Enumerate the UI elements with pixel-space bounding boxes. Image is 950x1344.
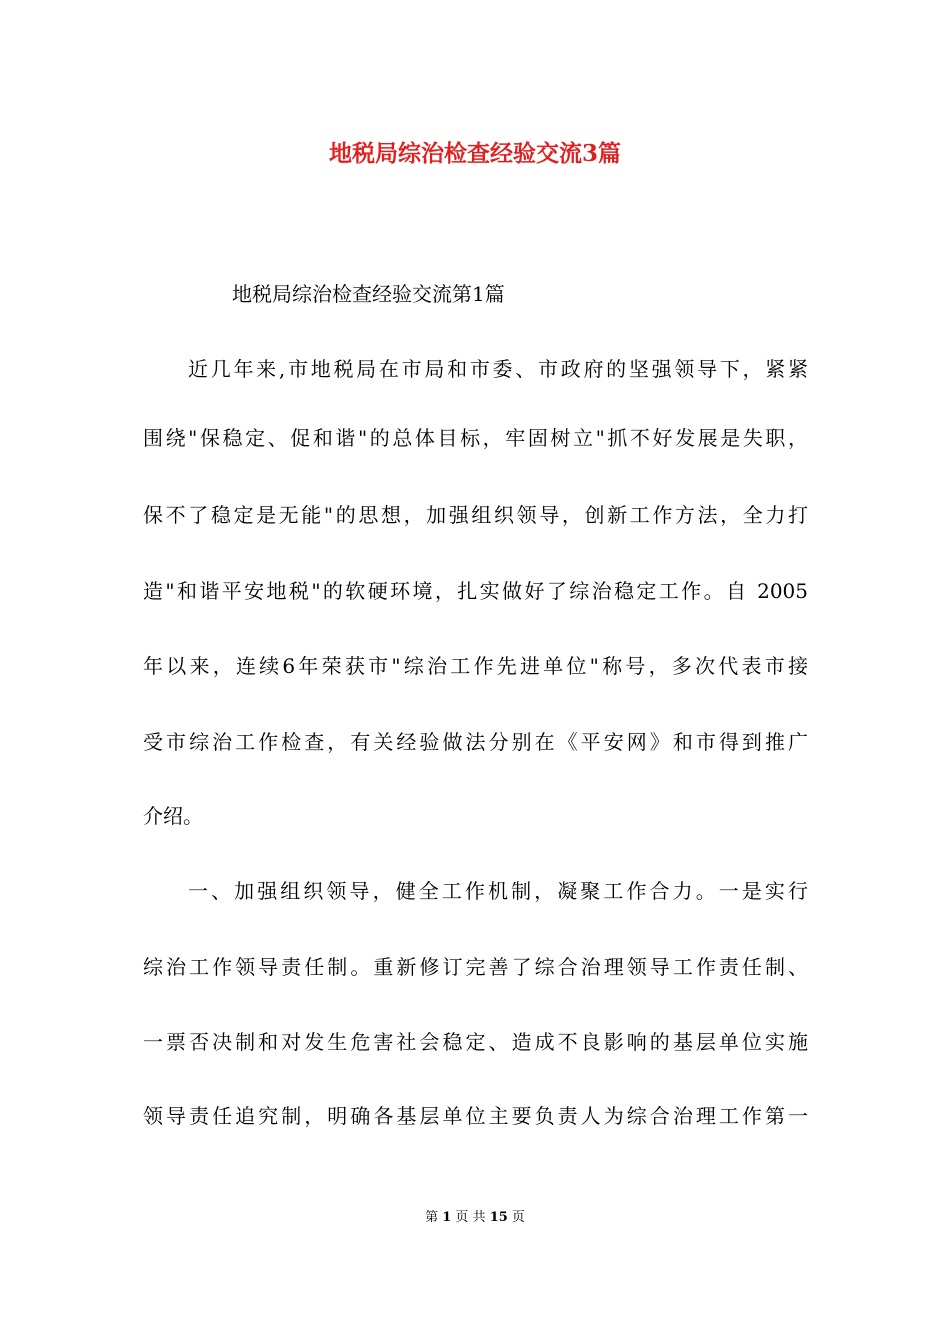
footer-middle: 页 共 <box>455 1210 486 1225</box>
paragraph-1-line-3: 保不了稳定是无能"的思想，加强组织领导，创新工作方法，全力打 <box>143 503 808 527</box>
paragraph-2-line-3: 一票否决制和对发生危害社会稳定、造成不良影响的基层单位实施 <box>143 1030 808 1054</box>
page-footer <box>0 1208 950 1228</box>
footer-prefix: 第 <box>425 1210 439 1225</box>
paragraph-2-line-2: 综治工作领导责任制。重新修订完善了综合治理领导工作责任制、 <box>143 955 808 979</box>
paragraph-1-line-6: 受市综治工作检查，有关经验做法分别在《平安网》和市得到推广 <box>143 730 808 754</box>
paragraph-1-line-1: 近几年来,市地税局在市局和市委、市政府的坚强领导下，紧紧 <box>188 357 808 381</box>
paragraph-2-line-4: 领导责任追究制，明确各基层单位主要负责人为综合治理工作第一 <box>143 1104 808 1128</box>
footer-total-pages: 15 <box>489 1210 508 1225</box>
paragraph-1-line-7: 介绍。 <box>143 804 203 828</box>
footer-current-page: 1 <box>442 1210 452 1225</box>
paragraph-1-line-2: 围绕"保稳定、促和谐"的总体目标，牢固树立"抓不好发展是失职， <box>143 426 808 450</box>
footer-suffix: 页 <box>511 1210 525 1225</box>
document-title: 地税局综治检查经验交流3篇 <box>328 140 621 167</box>
paragraph-1-line-5: 年以来，连续6年荣获市"综治工作先进单位"称号，多次代表市接 <box>143 654 808 678</box>
paragraph-2-line-1: 一、加强组织领导，健全工作机制，凝聚工作合力。一是实行 <box>188 879 808 903</box>
document-subtitle: 地税局综治检查经验交流第1篇 <box>232 282 505 306</box>
paragraph-1-line-4: 造"和谐平安地税"的软硬环境，扎实做好了综治稳定工作。自 2005 <box>143 579 808 603</box>
